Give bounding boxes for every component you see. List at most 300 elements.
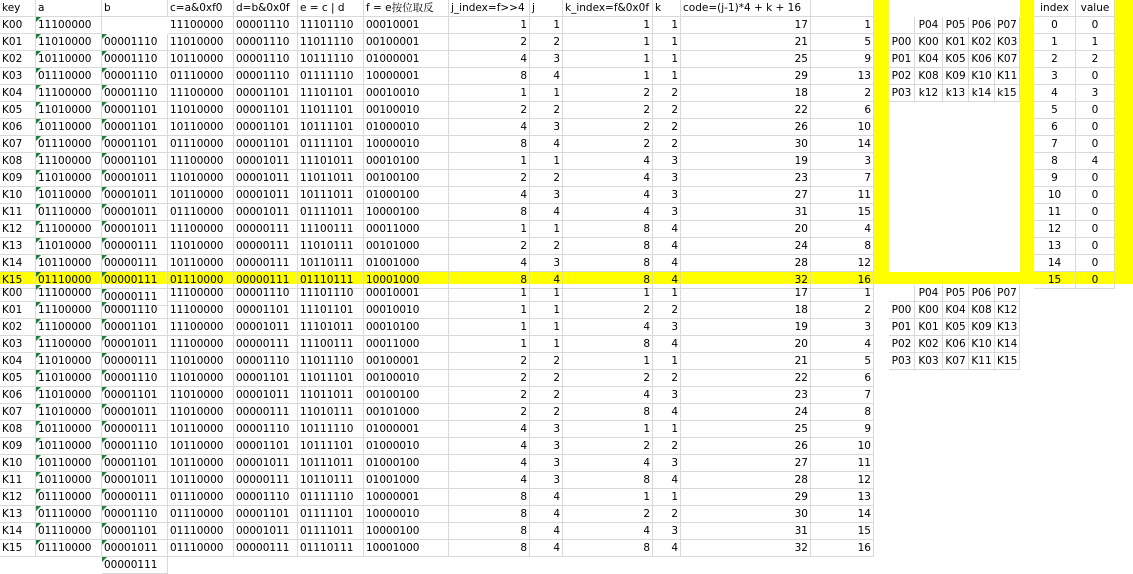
cell-j-index[interactable]: 4 bbox=[449, 472, 530, 489]
cell-code[interactable]: 29 bbox=[681, 68, 811, 85]
cell-d[interactable]: 00001110 bbox=[234, 68, 298, 85]
cell-j[interactable]: 4 bbox=[530, 506, 563, 523]
cell-j[interactable]: 2 bbox=[530, 102, 563, 119]
cell-value[interactable]: 11 bbox=[811, 187, 874, 204]
cell-value[interactable]: 12 bbox=[811, 255, 874, 272]
cell-key[interactable]: K12 bbox=[0, 221, 36, 238]
grid-col-header[interactable]: P05 bbox=[943, 285, 969, 302]
cell-b[interactable]: 00000111 bbox=[102, 353, 168, 370]
cell-b[interactable]: 00001101 bbox=[102, 319, 168, 336]
cell-a[interactable]: 10110000 bbox=[36, 255, 102, 272]
cell-j-index[interactable]: 8 bbox=[449, 272, 530, 289]
cell-value[interactable]: 14 bbox=[811, 506, 874, 523]
cell-key[interactable]: K12 bbox=[0, 489, 36, 506]
header-k-index[interactable]: k_index=f&0x0f bbox=[563, 0, 653, 17]
grid-cell[interactable]: K08 bbox=[915, 68, 943, 85]
cell-b[interactable]: 00000111 bbox=[102, 421, 168, 438]
cell-j-index[interactable]: 8 bbox=[449, 540, 530, 557]
cell-j[interactable]: 2 bbox=[530, 238, 563, 255]
cell-k[interactable]: 3 bbox=[653, 455, 681, 472]
cell-k-index[interactable]: 8 bbox=[563, 255, 653, 272]
cell-k-index[interactable]: 2 bbox=[563, 102, 653, 119]
grid-cell[interactable]: K09 bbox=[969, 319, 995, 336]
cell-k[interactable]: 2 bbox=[653, 302, 681, 319]
cell-e[interactable]: 01111110 bbox=[298, 489, 364, 506]
cell-j[interactable]: 3 bbox=[530, 255, 563, 272]
cell-j[interactable]: 2 bbox=[530, 353, 563, 370]
cell-j-index[interactable]: 2 bbox=[449, 353, 530, 370]
cell-k[interactable]: 3 bbox=[653, 170, 681, 187]
cell-value[interactable]: 4 bbox=[811, 336, 874, 353]
cell-b[interactable]: 00000111 bbox=[102, 489, 168, 506]
cell-b[interactable]: 00001101 bbox=[102, 119, 168, 136]
cell-f[interactable]: 10000010 bbox=[364, 136, 449, 153]
cell-k[interactable]: 4 bbox=[653, 540, 681, 557]
cell-j[interactable]: 1 bbox=[530, 153, 563, 170]
cell-j-index[interactable]: 4 bbox=[449, 421, 530, 438]
cell-f[interactable]: 00100100 bbox=[364, 170, 449, 187]
cell-b[interactable]: 00001110 bbox=[102, 506, 168, 523]
cell-k[interactable]: 4 bbox=[653, 404, 681, 421]
value-cell[interactable]: 0 bbox=[1076, 221, 1115, 238]
cell-j-index[interactable]: 2 bbox=[449, 238, 530, 255]
cell-code[interactable]: 24 bbox=[681, 238, 811, 255]
cell-key[interactable]: K02 bbox=[0, 51, 36, 68]
cell-a[interactable]: 11010000 bbox=[36, 34, 102, 51]
cell-value[interactable]: 1 bbox=[811, 17, 874, 34]
cell-b[interactable]: 00001110 bbox=[102, 51, 168, 68]
cell-j-index[interactable]: 1 bbox=[449, 336, 530, 353]
cell-code[interactable]: 22 bbox=[681, 370, 811, 387]
cell-d[interactable]: 00001011 bbox=[234, 153, 298, 170]
cell-code[interactable]: 31 bbox=[681, 204, 811, 221]
cell-value[interactable]: 6 bbox=[811, 370, 874, 387]
grid-cell[interactable]: K14 bbox=[995, 336, 1020, 353]
cell-a[interactable]: 11010000 bbox=[36, 170, 102, 187]
cell-k-index[interactable]: 8 bbox=[563, 404, 653, 421]
cell-key[interactable]: K04 bbox=[0, 85, 36, 102]
cell-k-index[interactable]: 2 bbox=[563, 506, 653, 523]
cell-d[interactable]: 00000111 bbox=[234, 540, 298, 557]
cell-key[interactable]: K05 bbox=[0, 102, 36, 119]
cell-j[interactable]: 1 bbox=[530, 285, 563, 302]
value-cell[interactable]: 0 bbox=[1076, 68, 1115, 85]
grid-row-header[interactable]: P01 bbox=[889, 319, 915, 336]
cell-k[interactable]: 1 bbox=[653, 34, 681, 51]
cell-j-index[interactable]: 2 bbox=[449, 102, 530, 119]
cell-c[interactable]: 10110000 bbox=[168, 472, 234, 489]
index-cell[interactable]: 0 bbox=[1034, 17, 1076, 34]
cell-value[interactable]: 11 bbox=[811, 455, 874, 472]
cell-c[interactable]: 01110000 bbox=[168, 136, 234, 153]
cell-d[interactable]: 00001101 bbox=[234, 302, 298, 319]
cell-e[interactable]: 01111101 bbox=[298, 506, 364, 523]
cell-j-index[interactable]: 8 bbox=[449, 489, 530, 506]
cell-k[interactable]: 2 bbox=[653, 119, 681, 136]
cell-key[interactable]: K10 bbox=[0, 187, 36, 204]
cell-j-index[interactable]: 4 bbox=[449, 455, 530, 472]
cell-j-index[interactable]: 1 bbox=[449, 153, 530, 170]
cell-b[interactable]: 00001110 bbox=[102, 68, 168, 85]
grid-cell[interactable]: K02 bbox=[969, 34, 995, 51]
cell-j-index[interactable]: 2 bbox=[449, 404, 530, 421]
cell-c[interactable]: 11100000 bbox=[168, 319, 234, 336]
grid-col-header[interactable]: P05 bbox=[943, 17, 969, 34]
cell-b[interactable]: 00001101 bbox=[102, 136, 168, 153]
cell-key[interactable]: K08 bbox=[0, 421, 36, 438]
cell-f[interactable]: 01000010 bbox=[364, 119, 449, 136]
cell-j[interactable]: 1 bbox=[530, 17, 563, 34]
cell-k-index[interactable]: 1 bbox=[563, 17, 653, 34]
cell-key[interactable]: K04 bbox=[0, 353, 36, 370]
cell-d[interactable]: 00000111 bbox=[234, 404, 298, 421]
cell-k-index[interactable]: 1 bbox=[563, 68, 653, 85]
cell-k-index[interactable]: 1 bbox=[563, 51, 653, 68]
cell-f[interactable]: 10001000 bbox=[364, 540, 449, 557]
cell-j[interactable]: 1 bbox=[530, 336, 563, 353]
index-cell[interactable]: 11 bbox=[1034, 204, 1076, 221]
cell-b[interactable]: 00001011 bbox=[102, 472, 168, 489]
cell-f[interactable]: 01000100 bbox=[364, 187, 449, 204]
cell-c[interactable]: 11100000 bbox=[168, 221, 234, 238]
cell-c[interactable]: 10110000 bbox=[168, 119, 234, 136]
cell-d[interactable]: 00001101 bbox=[234, 119, 298, 136]
cell-d[interactable]: 00001110 bbox=[234, 421, 298, 438]
cell-f[interactable]: 00100001 bbox=[364, 353, 449, 370]
cell-b[interactable]: 00000111 bbox=[102, 289, 168, 306]
grid-cell[interactable]: K03 bbox=[915, 353, 943, 370]
cell-f[interactable]: 00010010 bbox=[364, 302, 449, 319]
cell-e[interactable]: 11010111 bbox=[298, 238, 364, 255]
cell-f[interactable]: 01000001 bbox=[364, 421, 449, 438]
cell-a[interactable]: 11100000 bbox=[36, 153, 102, 170]
cell-c[interactable]: 10110000 bbox=[168, 421, 234, 438]
cell-j-index[interactable]: 8 bbox=[449, 506, 530, 523]
cell-key[interactable]: K10 bbox=[0, 455, 36, 472]
cell-key[interactable]: K13 bbox=[0, 506, 36, 523]
cell-code[interactable]: 17 bbox=[681, 17, 811, 34]
index-cell[interactable]: 7 bbox=[1034, 136, 1076, 153]
cell-f[interactable]: 00101000 bbox=[364, 238, 449, 255]
grid-row-header[interactable]: P03 bbox=[889, 85, 915, 102]
cell-a[interactable]: 11100000 bbox=[36, 17, 102, 34]
cell-value[interactable]: 9 bbox=[811, 51, 874, 68]
cell-k-index[interactable]: 4 bbox=[563, 204, 653, 221]
cell-c[interactable]: 11100000 bbox=[168, 285, 234, 302]
index-cell[interactable]: 1 bbox=[1034, 34, 1076, 51]
cell-c[interactable]: 10110000 bbox=[168, 187, 234, 204]
header-f[interactable]: f = e按位取反 bbox=[364, 0, 449, 17]
cell-j[interactable]: 3 bbox=[530, 455, 563, 472]
cell-c[interactable]: 11100000 bbox=[168, 336, 234, 353]
cell-value[interactable]: 16 bbox=[811, 540, 874, 557]
cell-k[interactable]: 2 bbox=[653, 85, 681, 102]
grid-cell[interactable]: k14 bbox=[969, 85, 995, 102]
cell-a[interactable]: 01110000 bbox=[36, 272, 102, 289]
cell-a[interactable]: 10110000 bbox=[36, 438, 102, 455]
cell-a[interactable]: 01110000 bbox=[36, 136, 102, 153]
cell-code[interactable]: 32 bbox=[681, 540, 811, 557]
cell-value[interactable]: 15 bbox=[811, 523, 874, 540]
cell-j-index[interactable]: 1 bbox=[449, 85, 530, 102]
cell-f[interactable]: 00011000 bbox=[364, 336, 449, 353]
cell-f[interactable]: 01000001 bbox=[364, 51, 449, 68]
index-cell[interactable]: 6 bbox=[1034, 119, 1076, 136]
cell-k[interactable]: 1 bbox=[653, 421, 681, 438]
cell-key[interactable]: K05 bbox=[0, 370, 36, 387]
cell-value[interactable]: 6 bbox=[811, 102, 874, 119]
cell-f[interactable]: 00010100 bbox=[364, 319, 449, 336]
cell-f[interactable]: 00100001 bbox=[364, 34, 449, 51]
cell-key[interactable]: K14 bbox=[0, 523, 36, 540]
cell-value[interactable]: 9 bbox=[811, 421, 874, 438]
value-cell[interactable]: 0 bbox=[1076, 102, 1115, 119]
cell-f[interactable]: 01001000 bbox=[364, 472, 449, 489]
cell-j-index[interactable]: 1 bbox=[449, 221, 530, 238]
cell-code[interactable]: 25 bbox=[681, 51, 811, 68]
cell-value[interactable]: 5 bbox=[811, 353, 874, 370]
cell-j[interactable]: 3 bbox=[530, 119, 563, 136]
cell-value[interactable]: 15 bbox=[811, 204, 874, 221]
index-cell[interactable]: 2 bbox=[1034, 51, 1076, 68]
grid-col-header[interactable]: P07 bbox=[995, 285, 1020, 302]
cell-value[interactable]: 8 bbox=[811, 238, 874, 255]
cell-d[interactable]: 00001101 bbox=[234, 85, 298, 102]
cell-k-index[interactable]: 4 bbox=[563, 170, 653, 187]
cell-j[interactable]: 4 bbox=[530, 489, 563, 506]
grid-row-header[interactable]: P01 bbox=[889, 51, 915, 68]
cell-b[interactable]: 00001110 bbox=[102, 370, 168, 387]
grid-cell[interactable]: K01 bbox=[915, 319, 943, 336]
cell-a[interactable]: 11010000 bbox=[36, 370, 102, 387]
cell-d[interactable]: 00001110 bbox=[234, 285, 298, 302]
cell-a[interactable]: 10110000 bbox=[36, 51, 102, 68]
cell-b[interactable]: 00001101 bbox=[102, 102, 168, 119]
cell-d[interactable]: 00000111 bbox=[234, 472, 298, 489]
cell-k-index[interactable]: 1 bbox=[563, 353, 653, 370]
header-blank[interactable] bbox=[811, 0, 874, 17]
grid-cell[interactable]: K04 bbox=[943, 302, 969, 319]
cell-e[interactable]: 11100111 bbox=[298, 336, 364, 353]
cell-value[interactable]: 8 bbox=[811, 404, 874, 421]
grid-cell[interactable]: K10 bbox=[969, 336, 995, 353]
cell-j-index[interactable]: 4 bbox=[449, 255, 530, 272]
cell-e[interactable]: 11011101 bbox=[298, 370, 364, 387]
cell-f[interactable]: 00101000 bbox=[364, 404, 449, 421]
header-code[interactable]: code=(j-1)*4 + k + 16 bbox=[681, 0, 811, 17]
cell-k-index[interactable]: 1 bbox=[563, 34, 653, 51]
cell-k[interactable]: 3 bbox=[653, 187, 681, 204]
cell-code[interactable]: 17 bbox=[681, 285, 811, 302]
cell-k-index[interactable]: 4 bbox=[563, 319, 653, 336]
header-k[interactable]: k bbox=[653, 0, 681, 17]
grid-row-header[interactable]: P00 bbox=[889, 302, 915, 319]
cell-key[interactable]: K01 bbox=[0, 34, 36, 51]
grid-cell[interactable]: K00 bbox=[915, 34, 943, 51]
grid-row-header[interactable]: P02 bbox=[889, 336, 915, 353]
cell-j[interactable]: 1 bbox=[530, 319, 563, 336]
cell-e[interactable]: 10111101 bbox=[298, 119, 364, 136]
cell-k-index[interactable]: 8 bbox=[563, 272, 653, 289]
header-value[interactable]: value bbox=[1076, 0, 1115, 17]
cell-k-index[interactable]: 4 bbox=[563, 187, 653, 204]
cell-c[interactable]: 11100000 bbox=[168, 302, 234, 319]
cell-c[interactable]: 01110000 bbox=[168, 540, 234, 557]
cell-k[interactable]: 3 bbox=[653, 204, 681, 221]
value-cell[interactable]: 3 bbox=[1076, 85, 1115, 102]
cell-j-index[interactable]: 8 bbox=[449, 136, 530, 153]
cell-e[interactable]: 10110111 bbox=[298, 472, 364, 489]
grid-row-header[interactable]: P02 bbox=[889, 68, 915, 85]
cell-e[interactable]: 11101110 bbox=[298, 285, 364, 302]
grid-cell[interactable]: K13 bbox=[995, 319, 1020, 336]
cell-key[interactable]: K00 bbox=[0, 17, 36, 34]
cell-k[interactable]: 4 bbox=[653, 336, 681, 353]
cell-value[interactable]: 2 bbox=[811, 302, 874, 319]
cell-j[interactable]: 2 bbox=[530, 404, 563, 421]
cell-k[interactable]: 1 bbox=[653, 285, 681, 302]
cell-key[interactable]: K03 bbox=[0, 68, 36, 85]
cell-code[interactable]: 19 bbox=[681, 153, 811, 170]
cell-k[interactable]: 2 bbox=[653, 506, 681, 523]
index-cell[interactable]: 13 bbox=[1034, 238, 1076, 255]
cell-d[interactable]: 00000111 bbox=[234, 336, 298, 353]
cell-code[interactable]: 29 bbox=[681, 489, 811, 506]
cell-f[interactable]: 10000100 bbox=[364, 204, 449, 221]
cell-j-index[interactable]: 2 bbox=[449, 170, 530, 187]
cell-a[interactable]: 10110000 bbox=[36, 119, 102, 136]
cell-k-index[interactable]: 8 bbox=[563, 238, 653, 255]
cell-key[interactable]: K15 bbox=[0, 540, 36, 557]
cell-j-index[interactable]: 2 bbox=[449, 34, 530, 51]
cell-f[interactable]: 00010001 bbox=[364, 285, 449, 302]
grid-cell[interactable]: k15 bbox=[995, 85, 1020, 102]
cell-k-index[interactable]: 2 bbox=[563, 438, 653, 455]
grid-cell[interactable]: K06 bbox=[969, 51, 995, 68]
cell-b[interactable]: 00001011 bbox=[102, 404, 168, 421]
grid-col-header[interactable]: P06 bbox=[969, 285, 995, 302]
grid-col-header[interactable]: P04 bbox=[915, 17, 943, 34]
grid-cell[interactable]: K07 bbox=[943, 353, 969, 370]
cell-value[interactable]: 7 bbox=[811, 170, 874, 187]
grid-row-header[interactable]: P00 bbox=[889, 34, 915, 51]
cell-key[interactable]: K03 bbox=[0, 336, 36, 353]
cell-code[interactable]: 28 bbox=[681, 255, 811, 272]
grid-cell[interactable]: K00 bbox=[915, 302, 943, 319]
cell-c[interactable]: 10110000 bbox=[168, 255, 234, 272]
cell-d[interactable]: 00001011 bbox=[234, 455, 298, 472]
cell-value[interactable]: 5 bbox=[811, 34, 874, 51]
value-cell[interactable]: 0 bbox=[1076, 204, 1115, 221]
grid-cell[interactable]: k13 bbox=[943, 85, 969, 102]
cell-value[interactable]: 12 bbox=[811, 472, 874, 489]
cell-e[interactable]: 11101011 bbox=[298, 319, 364, 336]
cell-key[interactable]: K07 bbox=[0, 136, 36, 153]
cell-d[interactable]: 00001101 bbox=[234, 506, 298, 523]
cell-f[interactable]: 10000100 bbox=[364, 523, 449, 540]
cell-a[interactable]: 11100000 bbox=[36, 336, 102, 353]
cell-value[interactable]: 7 bbox=[811, 387, 874, 404]
cell-key[interactable]: K06 bbox=[0, 387, 36, 404]
cell-e[interactable]: 11101101 bbox=[298, 85, 364, 102]
cell-code[interactable]: 19 bbox=[681, 319, 811, 336]
cell-j[interactable]: 2 bbox=[530, 170, 563, 187]
cell-b[interactable]: 00001011 bbox=[102, 221, 168, 238]
cell-j[interactable]: 3 bbox=[530, 421, 563, 438]
cell-c[interactable]: 11010000 bbox=[168, 102, 234, 119]
cell-j-index[interactable]: 8 bbox=[449, 204, 530, 221]
cell-code[interactable]: 18 bbox=[681, 302, 811, 319]
cell-c[interactable]: 11100000 bbox=[168, 17, 234, 34]
cell-key[interactable]: K15 bbox=[0, 272, 36, 289]
cell-value[interactable]: 3 bbox=[811, 153, 874, 170]
cell-e[interactable]: 10111110 bbox=[298, 421, 364, 438]
cell-c[interactable]: 11100000 bbox=[168, 153, 234, 170]
cell-k[interactable]: 4 bbox=[653, 472, 681, 489]
cell-d[interactable]: 00001011 bbox=[234, 523, 298, 540]
cell-a[interactable]: 11100000 bbox=[36, 285, 102, 302]
cell-value[interactable]: 10 bbox=[811, 119, 874, 136]
cell-e[interactable]: 11011110 bbox=[298, 353, 364, 370]
cell-j-index[interactable]: 8 bbox=[449, 68, 530, 85]
index-cell[interactable]: 4 bbox=[1034, 85, 1076, 102]
cell-b[interactable]: 00001101 bbox=[102, 523, 168, 540]
cell-k-index[interactable]: 2 bbox=[563, 85, 653, 102]
cell-a[interactable]: 10110000 bbox=[36, 187, 102, 204]
cell-b[interactable]: 00001110 bbox=[102, 85, 168, 102]
cell-c[interactable]: 10110000 bbox=[168, 438, 234, 455]
cell-d[interactable]: 00001101 bbox=[234, 136, 298, 153]
cell-a[interactable]: 10110000 bbox=[36, 455, 102, 472]
cell-f[interactable]: 10000001 bbox=[364, 489, 449, 506]
cell-c[interactable]: 01110000 bbox=[168, 68, 234, 85]
cell-k[interactable]: 3 bbox=[653, 319, 681, 336]
grid-cell[interactable]: K01 bbox=[943, 34, 969, 51]
header-key[interactable]: key bbox=[0, 0, 36, 17]
cell-key[interactable]: K09 bbox=[0, 170, 36, 187]
cell-c[interactable]: 11010000 bbox=[168, 404, 234, 421]
cell-a[interactable]: 11010000 bbox=[36, 353, 102, 370]
cell-value[interactable]: 14 bbox=[811, 136, 874, 153]
value-cell[interactable]: 0 bbox=[1076, 170, 1115, 187]
cell-a[interactable]: 11010000 bbox=[36, 404, 102, 421]
cell-k-index[interactable]: 4 bbox=[563, 523, 653, 540]
header-b[interactable]: b bbox=[102, 0, 168, 17]
header-a[interactable]: a bbox=[36, 0, 102, 17]
cell-k-index[interactable]: 4 bbox=[563, 387, 653, 404]
cell-code[interactable]: 23 bbox=[681, 170, 811, 187]
cell-d[interactable]: 00001110 bbox=[234, 17, 298, 34]
cell-d[interactable]: 00001110 bbox=[234, 489, 298, 506]
grid-cell[interactable]: k12 bbox=[915, 85, 943, 102]
cell-e[interactable]: 11011110 bbox=[298, 34, 364, 51]
header-j-index[interactable]: j_index=f>>4 bbox=[449, 0, 530, 17]
cell-j-index[interactable]: 1 bbox=[449, 302, 530, 319]
cell-d[interactable]: 00001110 bbox=[234, 34, 298, 51]
cell-j[interactable]: 4 bbox=[530, 68, 563, 85]
cell-d[interactable]: 00001011 bbox=[234, 187, 298, 204]
cell-a[interactable]: 11100000 bbox=[36, 85, 102, 102]
cell-j[interactable]: 3 bbox=[530, 51, 563, 68]
cell-a[interactable]: 01110000 bbox=[36, 204, 102, 221]
cell-c[interactable]: 10110000 bbox=[168, 455, 234, 472]
cell-j-index[interactable]: 2 bbox=[449, 370, 530, 387]
cell-f[interactable]: 01001000 bbox=[364, 255, 449, 272]
cell-b[interactable]: 00000111 bbox=[102, 238, 168, 255]
cell-d[interactable]: 00000111 bbox=[234, 255, 298, 272]
cell-j-index[interactable]: 4 bbox=[449, 119, 530, 136]
grid-cell[interactable]: K08 bbox=[969, 302, 995, 319]
